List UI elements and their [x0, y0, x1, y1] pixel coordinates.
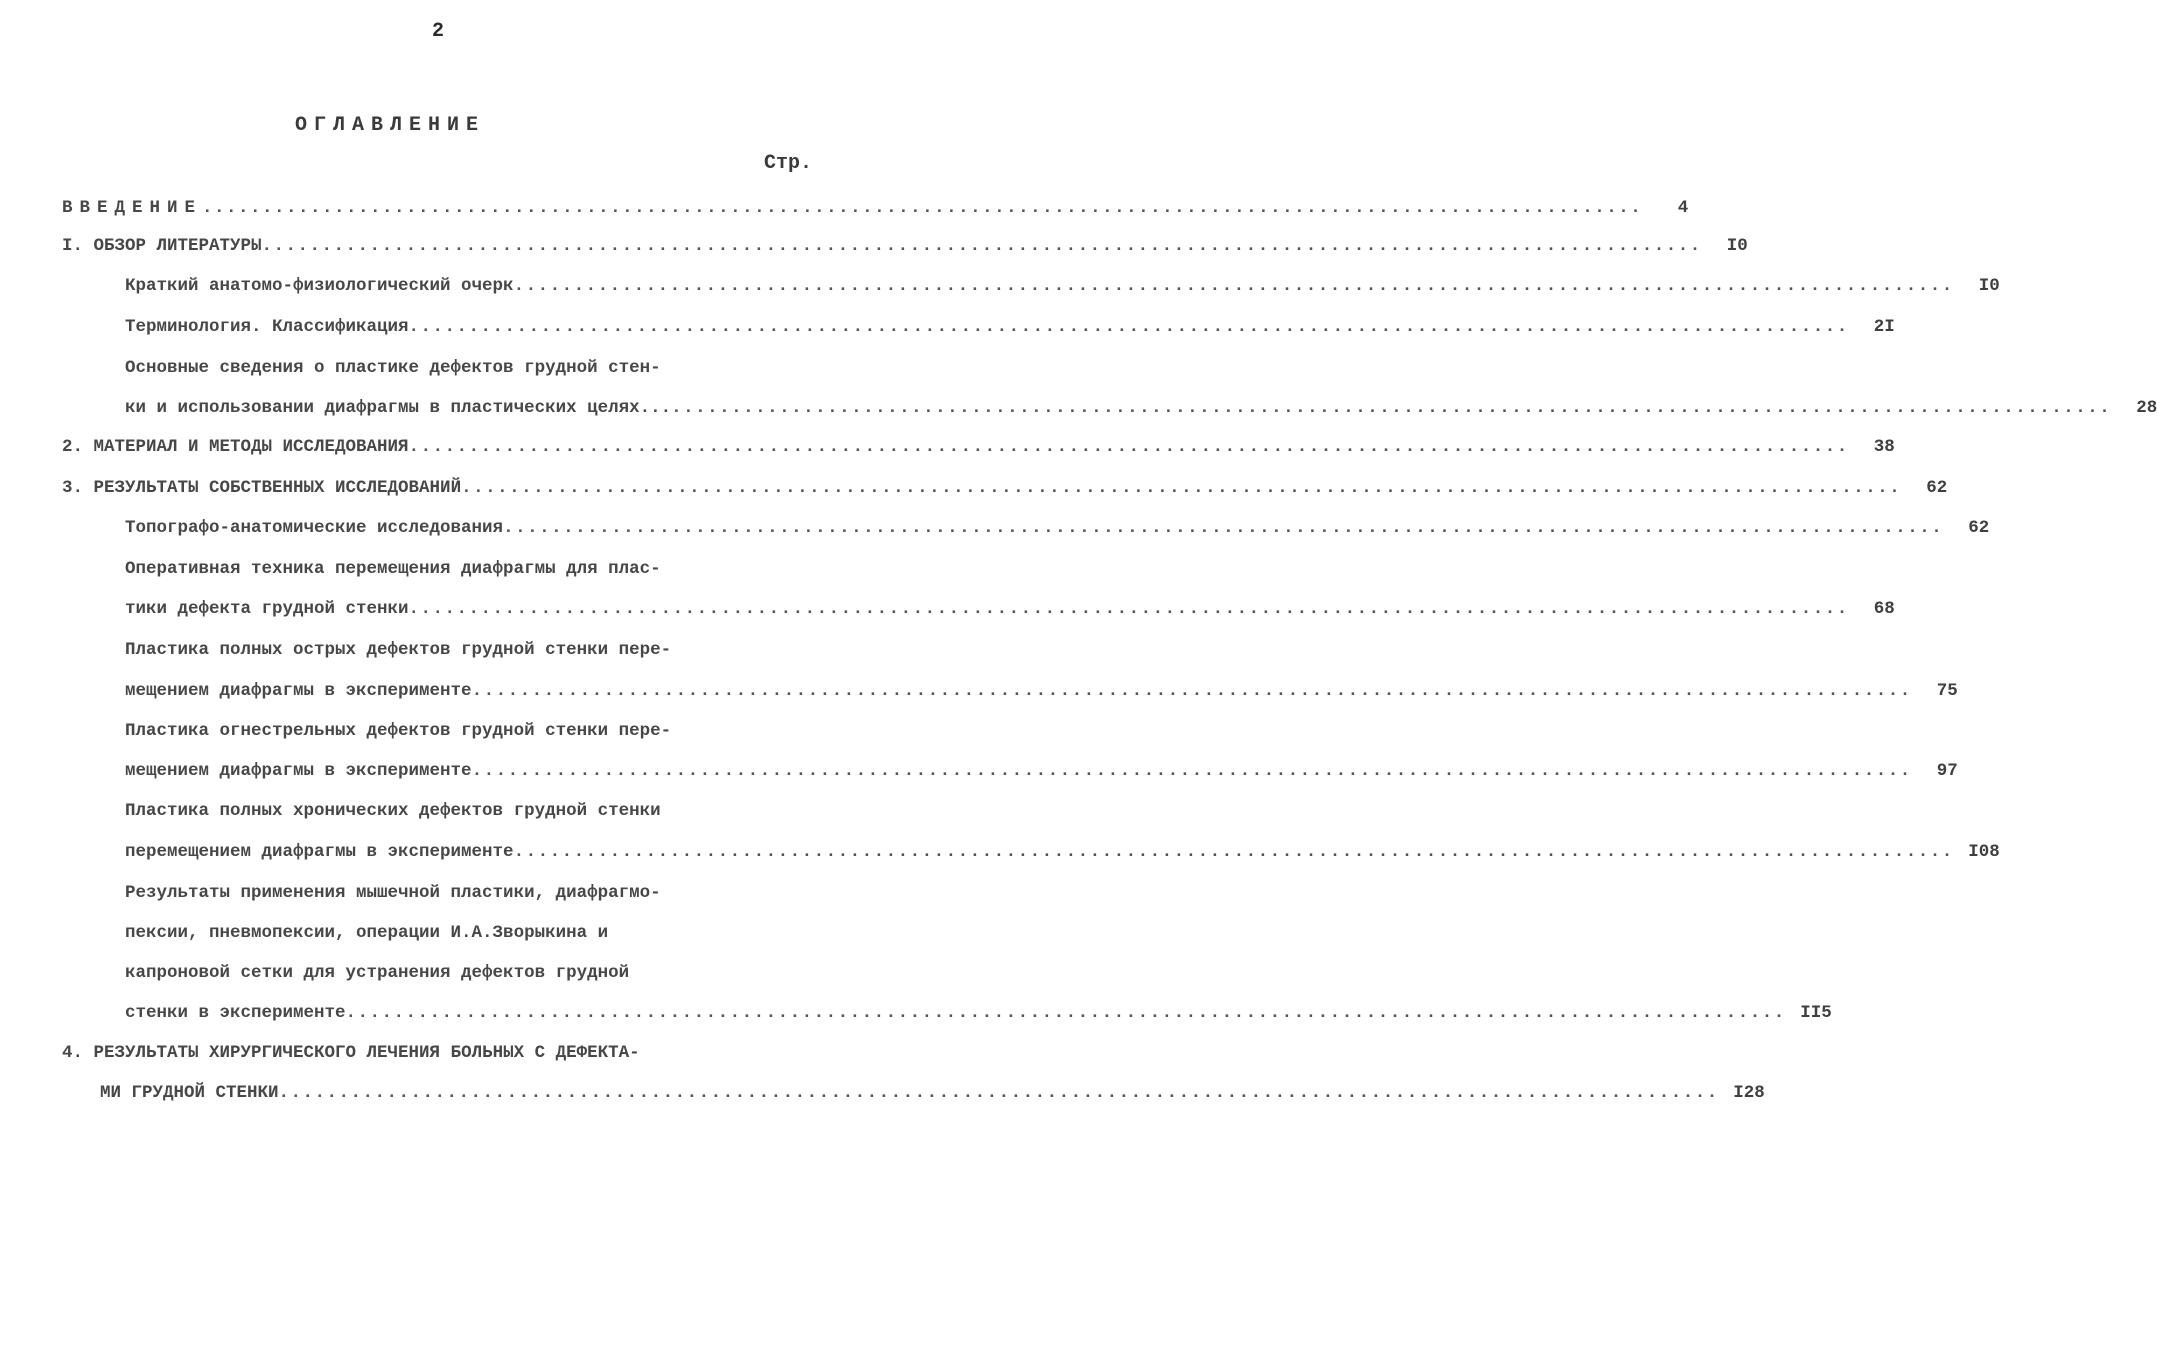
leader-dots: ........................................................................................................................ [461, 478, 1902, 498]
leader-dots: ........................................................................................................................ [202, 198, 1643, 218]
toc-entry-page: 62 [1968, 518, 1990, 538]
toc-entry-page: I28 [1733, 1083, 1765, 1103]
toc-entry-text: Терминология. Классификация [125, 317, 409, 337]
toc-entry-section [125, 635, 812, 665]
leader-dots: ........................................................................................................................ [503, 518, 1944, 538]
toc-entry-section [125, 756, 1958, 786]
toc-entry-text: 4. РЕЗУЛЬТАТЫ ХИРУРГИЧЕСКОГО ЛЕЧЕНИЯ БОЛЬНЫХ С ДЕФЕКТА- [62, 1043, 640, 1063]
toc-entry-page: 97 [1936, 761, 1958, 781]
toc-entry-section [125, 353, 812, 383]
toc-entry-chapter-1 [62, 231, 1748, 261]
toc-entry-text: перемещением диафрагмы в эксперименте [125, 842, 514, 862]
toc-entry-page: 75 [1936, 681, 1958, 701]
toc-entry-section [125, 716, 812, 746]
leader-dots: ........................................................................................................................ [408, 437, 1849, 457]
toc-entry-text: Пластика полных хронических дефектов грудной стенки [125, 801, 661, 821]
leader-dots: ........................................................................................................................ [471, 681, 1912, 701]
toc-entry-section [125, 878, 812, 908]
toc-entry-text: Оперативная техника перемещения диафрагмы для плас- [125, 559, 661, 579]
toc-entry-section [125, 554, 812, 584]
toc-entry-text: Пластика огнестрельных дефектов грудной стенки пере- [125, 721, 672, 741]
leader-dots: ........................................................................................................................ [261, 236, 1702, 256]
toc-entry-text: Основные сведения о пластике дефектов грудной стен- [125, 358, 661, 378]
toc-entry-text: Краткий анатомо-физиологический очерк [125, 276, 514, 296]
toc-entry-page: 2I [1873, 317, 1895, 337]
toc-entry-text: I. ОБЗОР ЛИТЕРАТУРЫ [62, 236, 262, 256]
toc-entry-text: Топографо-анатомические исследования [125, 518, 504, 538]
toc-title: ОГЛАВЛЕНИЕ [294, 114, 486, 137]
page-column-label: Стр. [763, 152, 812, 175]
toc-entry-chapter-2 [62, 432, 1895, 462]
toc-entry-text: пексии, пневмопексии, операции И.А.Зворыкина и [125, 923, 609, 943]
toc-entry-text: капроновой сетки для устранения дефектов грудной [125, 963, 630, 983]
leader-dots: ........................................................................................................................ [278, 1083, 1719, 1103]
toc-entry-section [125, 393, 2157, 423]
toc-entry-chapter-4 [62, 1038, 812, 1068]
toc-entry-page: 28 [2136, 398, 2157, 418]
toc-entry-section [125, 958, 812, 988]
leader-dots: ........................................................................................................................ [513, 276, 1954, 296]
leader-dots: ........................................................................................................................ [513, 842, 1954, 862]
toc-entry-page: I08 [1968, 842, 2000, 862]
toc-entry-page: I0 [1726, 236, 1748, 256]
toc-entry-text: ки и использовании диафрагмы в пластических целях... [125, 398, 672, 418]
toc-entry-introduction [62, 193, 1689, 223]
page-number: 2 [431, 20, 444, 43]
toc-entry-page: 62 [1926, 478, 1948, 498]
toc-entry-section [125, 513, 1990, 543]
leader-dots: ........................................................................................................................ [408, 599, 1849, 619]
leader-dots: ........................................................................................................................ [471, 761, 1912, 781]
toc-entry-section [125, 796, 812, 826]
toc-entry-chapter-3 [62, 473, 1948, 503]
toc-entry-text: ВВЕДЕНИЕ [62, 198, 203, 218]
toc-entry-text: стенки в эксперименте [125, 1003, 346, 1023]
leader-dots: ........................................................................................................................ [671, 398, 2112, 418]
leader-dots: ........................................................................................................................ [345, 1003, 1786, 1023]
toc-entry-text: МИ ГРУДНОЙ СТЕНКИ [100, 1083, 279, 1103]
leader-dots: ........................................................................................................................ [408, 317, 1849, 337]
toc-entry-section [125, 594, 1895, 624]
toc-entry-page: 4 [1677, 198, 1689, 218]
toc-entry-text: мещением диафрагмы в эксперименте [125, 681, 472, 701]
toc-entry-section [125, 998, 1832, 1028]
toc-entry-text: 3. РЕЗУЛЬТАТЫ СОБСТВЕННЫХ ИССЛЕДОВАНИЙ [62, 478, 462, 498]
toc-entry-section [125, 312, 1895, 342]
toc-entry-section [125, 271, 2000, 301]
toc-entry-text: мещением диафрагмы в эксперименте [125, 761, 472, 781]
toc-entry-page: 68 [1873, 599, 1895, 619]
toc-entry-text: тики дефекта грудной стенки [125, 599, 409, 619]
toc-entry-text: 2. МАТЕРИАЛ И МЕТОДЫ ИССЛЕДОВАНИЯ [62, 437, 409, 457]
toc-entry-chapter-4-cont [100, 1078, 1765, 1108]
toc-entry-section [125, 676, 1958, 706]
toc-entry-page: I0 [1978, 276, 2000, 296]
toc-entry-section [125, 918, 812, 948]
toc-entry-text: Результаты применения мышечной пластики, диафрагмо- [125, 883, 661, 903]
toc-entry-page: II5 [1800, 1003, 1832, 1023]
toc-entry-text: Пластика полных острых дефектов грудной стенки пере- [125, 640, 672, 660]
toc-entry-page: 38 [1873, 437, 1895, 457]
toc-entry-section [125, 837, 2000, 867]
